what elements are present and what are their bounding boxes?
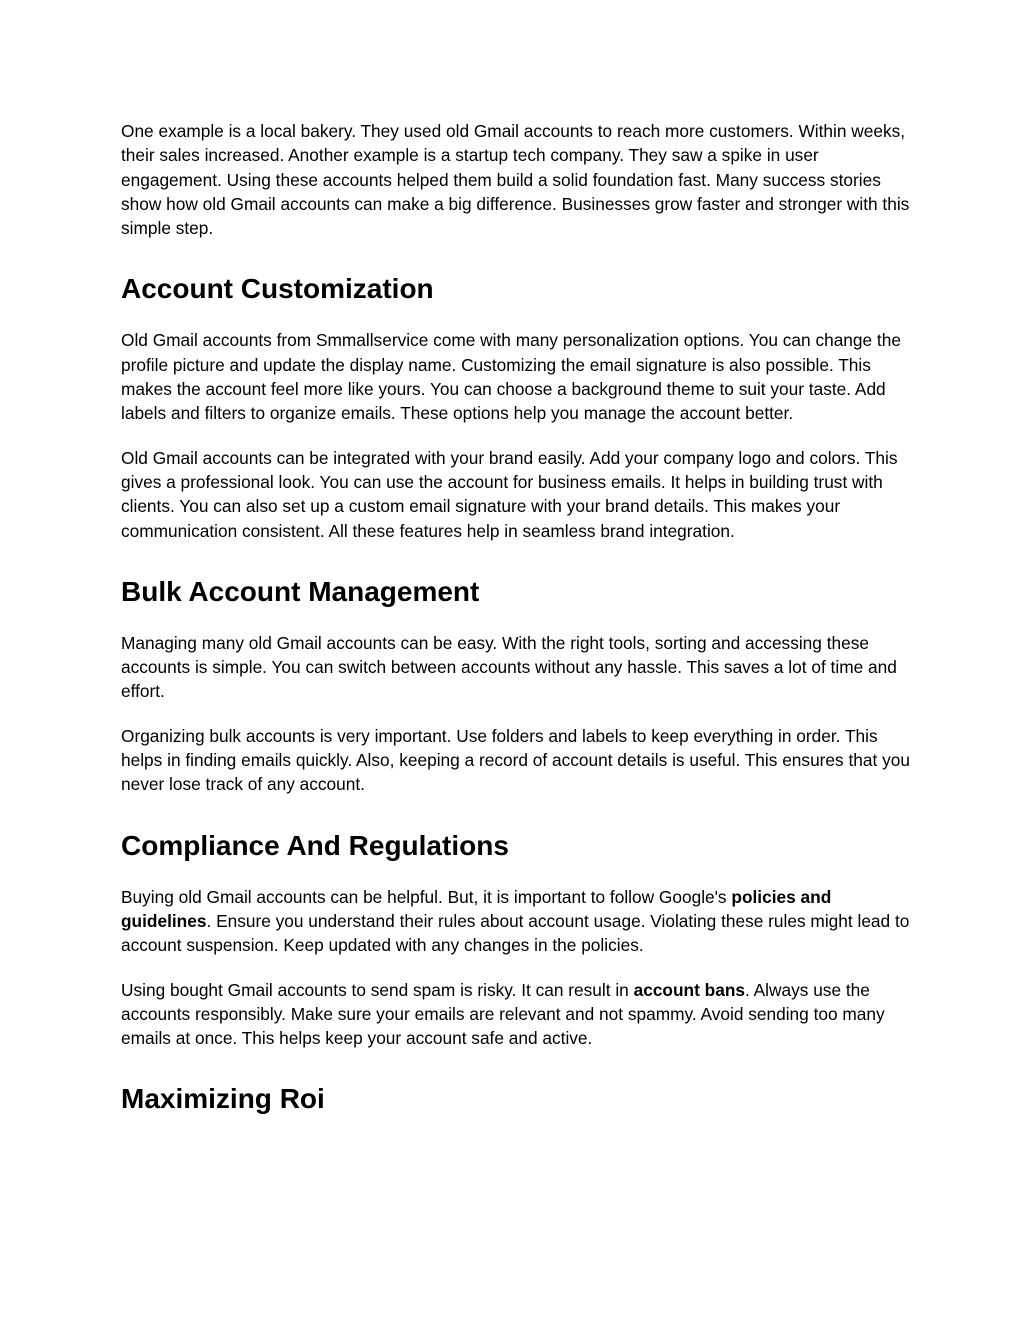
paragraph-google-policies (121, 885, 911, 958)
paragraph-managing-accounts: Managing many old Gmail accounts can be easy. With the right tools, sorting and accessing these accounts is simple. You can switch between accounts without any hassle. This saves a lot of time and effort. (121, 632, 897, 702)
paragraph-spam-risk (121, 978, 911, 1051)
policies-text-start: Buying old Gmail accounts can be helpful. But, it is important to follow Google's (121, 886, 732, 907)
document-page (121, 119, 911, 1116)
account-bans-bold-text: account bans (633, 979, 745, 1000)
spam-text-end: . Always use the accounts responsibly. Make sure your emails are relevant and not spammy. Avoid sending too many emails at once. This helps keep your account safe and active. (121, 979, 885, 1049)
heading-bulk-account-management: Bulk Account Management (121, 575, 480, 607)
paragraph-customization-options: Old Gmail accounts from Smmallservice come with many personalization options. You can change the profile picture and update the display name. Customizing the email signature is also possible. This makes the account feel more like yours. You can choose a background theme to suit your taste. Add labels and filters to organize emails. These options help you manage the account better. (121, 330, 901, 424)
heading-compliance-and-regulations: Compliance And Regulations (121, 829, 509, 861)
heading-account-customization: Account Customization (121, 273, 434, 305)
spam-text-start: Using bought Gmail accounts to send spam is risky. It can result in (121, 979, 634, 1000)
policies-text-end: . Ensure you understand their rules about account usage. Violating these rules might lead to account suspension. Keep updated with any changes in the policies. (121, 910, 910, 956)
policies-bold-text: policies and guidelines (121, 886, 832, 931)
paragraph-brand-integration: Old Gmail accounts can be integrated with your brand easily. Add your company logo and colors. This gives a professional look. You can use the account for business emails. It helps in building trust with clients. You can also set up a custom email signature with your brand details. This makes your communication consistent. All these features help in seamless brand integration. (121, 447, 898, 541)
paragraph-organizing-accounts: Organizing bulk accounts is very important. Use folders and labels to keep everything in order. This helps in finding emails quickly. Also, keeping a record of account details is useful. This ensures that you never lose track of any account. (121, 725, 910, 795)
heading-maximizing-roi: Maximizing Roi (121, 1083, 325, 1115)
intro-paragraph: One example is a local bakery. They used old Gmail accounts to reach more customers. Within weeks, their sales increased. Another example is a startup tech company. They saw a spike in user engagement. Using these accounts helped them build a solid foundation fast. Many success stories show how old Gmail accounts can make a big difference. Businesses grow faster and stronger with this simple step. (121, 121, 910, 239)
